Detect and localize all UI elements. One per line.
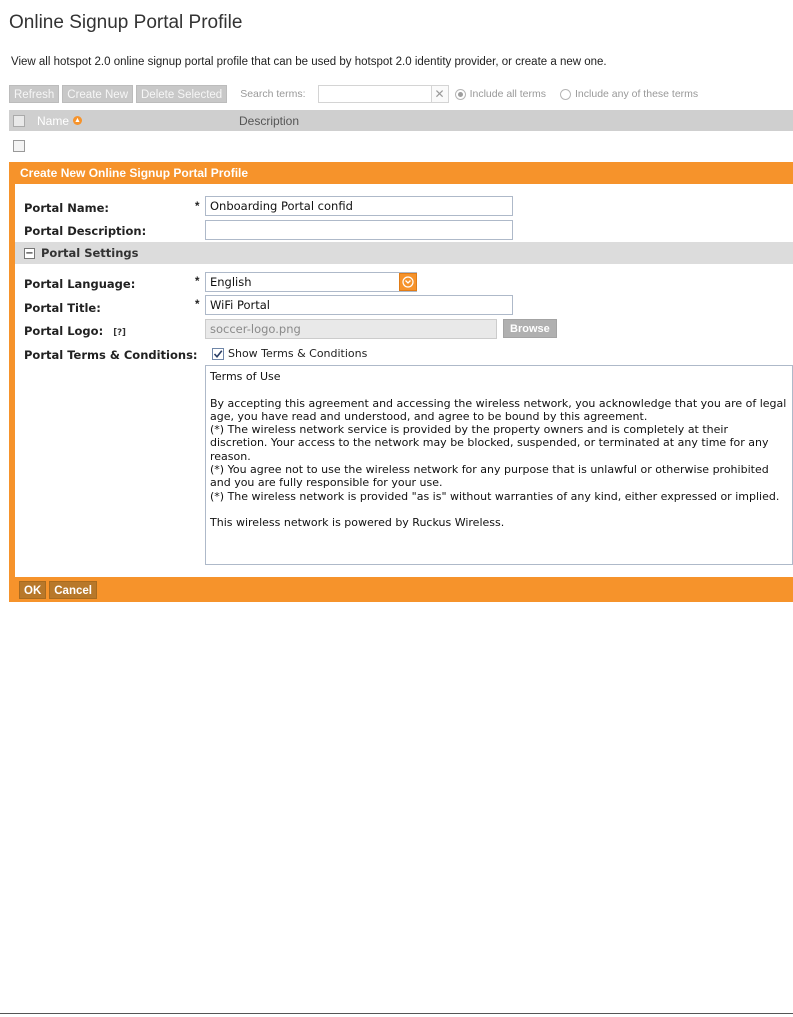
include-any-radio[interactable] xyxy=(560,88,698,100)
refresh-button[interactable]: Refresh xyxy=(9,85,59,103)
portal-description-input[interactable] xyxy=(205,220,513,240)
browse-button[interactable]: Browse xyxy=(503,319,557,338)
panel-footer xyxy=(15,577,793,602)
portal-description-label: Portal Description: xyxy=(24,224,147,238)
column-header-name[interactable] xyxy=(37,114,227,128)
ok-button[interactable]: OK xyxy=(19,581,46,599)
portal-title-label: Portal Title: xyxy=(24,301,101,315)
search-label: Search terms: xyxy=(240,88,306,100)
panel-header: Create New Online Signup Portal Profile xyxy=(15,162,793,184)
portal-language-value: English xyxy=(210,275,252,289)
chevron-down-icon[interactable] xyxy=(399,273,417,291)
row-checkbox[interactable] xyxy=(13,140,25,152)
collapse-icon[interactable]: − xyxy=(25,247,34,259)
show-terms-checkbox[interactable] xyxy=(212,347,367,360)
portal-terms-label: Portal Terms & Conditions: xyxy=(24,348,198,362)
required-mark: * xyxy=(195,299,200,311)
required-mark: * xyxy=(195,276,200,288)
column-header-description[interactable]: Description xyxy=(239,113,300,128)
page-intro: View all hotspot 2.0 online signup portal profile that can be used by hotspot 2.0 identity provider, or create a new one. xyxy=(11,56,607,68)
select-all-checkbox[interactable] xyxy=(13,115,25,127)
checkmark-icon xyxy=(212,348,224,360)
clear-search-icon[interactable]: ✕ xyxy=(432,85,449,103)
radio-selected-icon xyxy=(455,89,466,100)
portal-settings-section[interactable] xyxy=(15,242,793,264)
portal-logo-label: Portal Logo: xyxy=(24,324,104,338)
sort-icon[interactable]: ▲ xyxy=(74,117,81,124)
portal-terms-row xyxy=(24,348,198,362)
page-title: Online Signup Portal Profile xyxy=(9,12,243,33)
portal-name-row xyxy=(24,201,109,215)
list-row-new xyxy=(9,134,793,157)
show-terms-label: Show Terms & Conditions xyxy=(228,347,368,360)
portal-description-row xyxy=(24,224,146,238)
cancel-button[interactable]: Cancel xyxy=(49,581,97,599)
delete-selected-button[interactable]: Delete Selected xyxy=(136,85,227,103)
include-all-radio[interactable] xyxy=(455,88,546,100)
portal-title-input[interactable] xyxy=(205,295,513,315)
terms-textarea[interactable]: Terms of Use By accepting this agreement and accessing the wireless network, you acknowledge that you are of legal age, you have read and understood, and agree to be bound by this agreement. (*) The wireless network service is provided by the property owners and is completely at their discretion. Your access to the network may be blocked, suspended, or terminated at any time for any reason. (*) You agree not to use the wireless network for any purpose that is unlawful or otherwise prohibited and you are fully responsible for your use. (*) The wireless network is provided "as is" without warranties of any kind, either expressed or implied. This wireless network is powered by Ruckus Wireless. xyxy=(205,365,793,565)
list-header xyxy=(9,110,793,131)
create-new-button[interactable]: Create New xyxy=(62,85,133,103)
portal-logo-field: soccer-logo.png xyxy=(205,319,497,339)
page-divider xyxy=(0,1013,793,1014)
search-input[interactable] xyxy=(318,85,432,103)
required-mark: * xyxy=(195,201,200,213)
column-name-label: Name xyxy=(37,113,70,128)
help-icon[interactable]: [?] xyxy=(113,328,126,338)
toolbar xyxy=(9,84,698,104)
portal-name-input[interactable] xyxy=(205,196,513,216)
portal-title-row xyxy=(24,301,101,315)
portal-name-label: Portal Name: xyxy=(24,201,109,215)
include-any-label: Include any of these terms xyxy=(575,88,699,100)
radio-unselected-icon xyxy=(560,89,571,100)
include-all-label: Include all terms xyxy=(469,88,547,100)
portal-language-label: Portal Language: xyxy=(24,277,136,291)
portal-language-row xyxy=(24,277,135,291)
create-profile-panel xyxy=(9,162,793,602)
portal-language-select[interactable] xyxy=(205,272,417,292)
section-label: Portal Settings xyxy=(41,246,139,260)
portal-logo-row xyxy=(24,324,126,338)
